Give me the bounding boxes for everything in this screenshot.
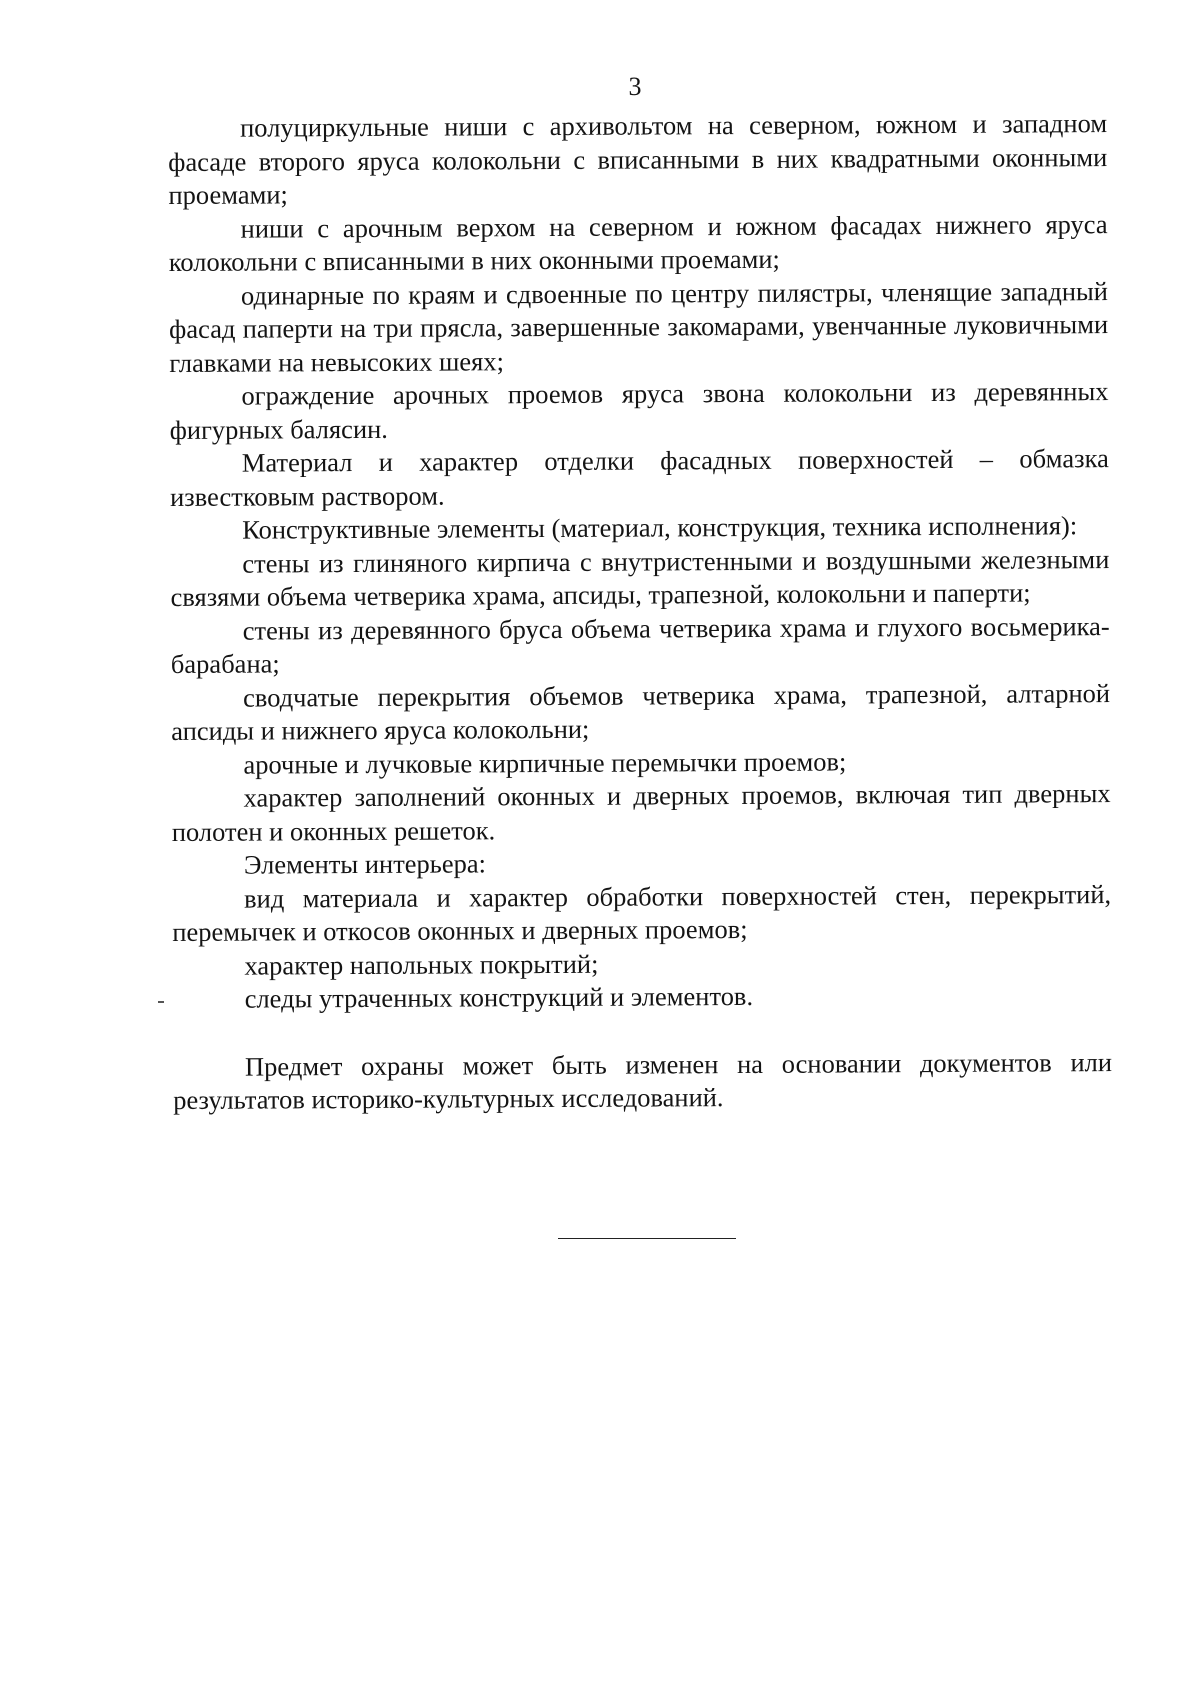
paragraph-facade-finish: Материал и характер отделки фасадных поверхностей – обмазка известковым раствором. xyxy=(169,443,1109,512)
closing-paragraph: Предмет охраны может быть изменен на основании документов или результатов историко-культурных исследований. xyxy=(173,1046,1113,1115)
page-number: 3 xyxy=(628,72,642,101)
scan-speck xyxy=(158,1001,164,1003)
paragraph-structural-elements-heading: Конструктивные элементы (материал, конструкция, техника исполнения): xyxy=(242,510,1078,545)
paragraph-floor-coverings: характер напольных покрытий; xyxy=(244,948,599,981)
paragraph-brick-walls: стены из глиняного кирпича с внутристенными и воздушными железными связями объема четверика храма, апсиды, трапезной, колокольни и паперти; xyxy=(170,543,1110,612)
paragraph-pilasters: одинарные по краям и сдвоенные по центру пилястры, членящие западный фасад паперти на три прясла, завершенные закомарами, увенчанные луковичными главками на невысоких шеях; xyxy=(169,275,1109,378)
paragraph-lintels: арочные и лучковые кирпичные перемычки проемов; xyxy=(243,745,847,780)
paragraph-lower-tier-niches: ниши с арочным верхом на северном и южном фасадах нижнего яруса колокольни с вписанными в них оконными проемами; xyxy=(168,208,1108,277)
paragraph-vaulted-ceilings: сводчатые перекрытия объемов четверика храма, трапезной, алтарной апсиды и нижнего яруса колокольни; xyxy=(171,677,1111,746)
paragraph-balusters: ограждение арочных проемов яруса звона колокольни из деревянных фигурных балясин. xyxy=(169,376,1109,445)
paragraph-spacer xyxy=(173,1012,1112,1051)
end-of-text-rule xyxy=(558,1238,736,1239)
paragraph-timber-walls: стены из деревянного бруса объема четверика храма и глухого восьмерика-барабана; xyxy=(170,610,1110,679)
paragraph-surface-treatment: вид материала и характер обработки поверхностей стен, перекрытий, перемычек и откосов оконных и дверных проемов; xyxy=(172,878,1112,947)
paragraph-openings-fill: характер заполнений оконных и дверных проемов, включая тип дверных полотен и оконных решеток. xyxy=(171,778,1111,847)
paragraph-upper-tier-niches: полуциркульные ниши с архивольтом на северном, южном и западном фасаде второго яруса колокольни с вписанными в них квадратными оконными проемами; xyxy=(168,108,1108,210)
document-body xyxy=(168,107,1112,1117)
paragraph-interior-heading: Элементы интерьера: xyxy=(243,848,487,880)
paragraph-lost-structures: следы утраченных конструкций и элементов. xyxy=(244,980,754,1014)
